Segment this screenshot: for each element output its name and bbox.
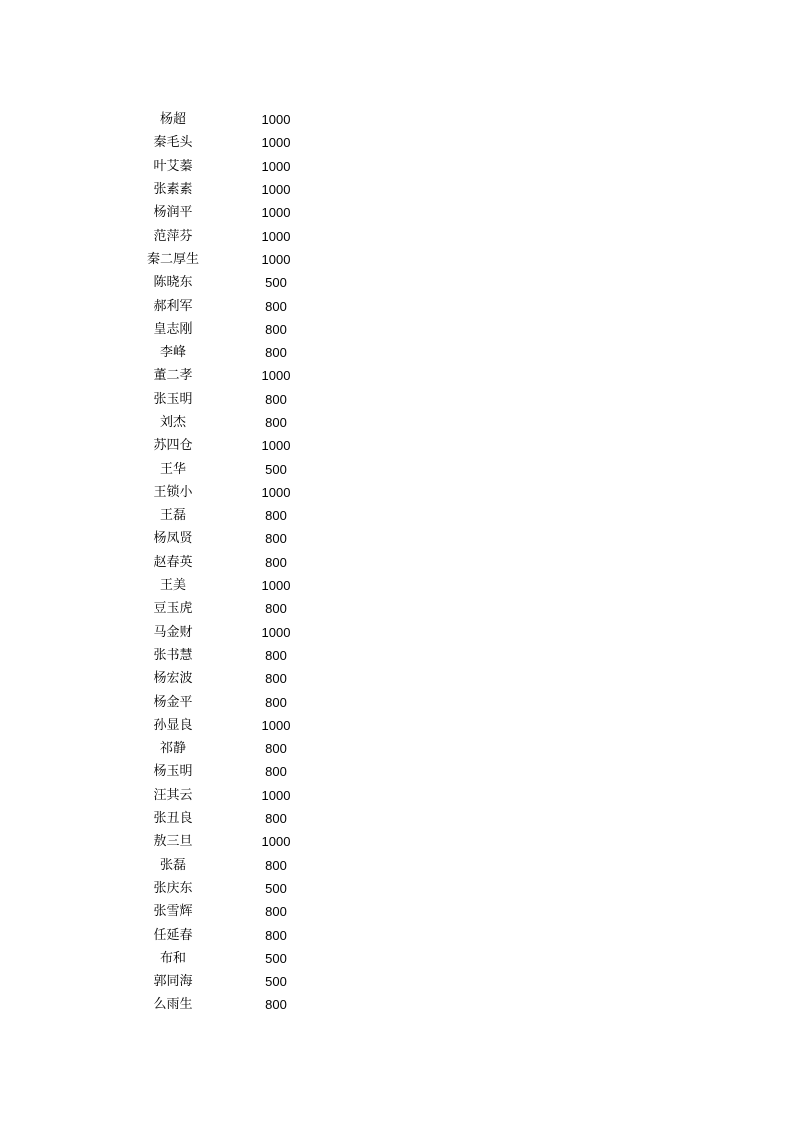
amount-value: 800 — [265, 694, 287, 710]
amount-value: 1000 — [261, 251, 291, 267]
amount-value: 800 — [265, 857, 287, 873]
person-name: 王磊 — [159, 508, 186, 524]
amount-value: 500 — [265, 950, 287, 966]
amount-value: 1000 — [261, 182, 291, 198]
table-row — [130, 131, 330, 154]
person-name: 刘杰 — [159, 415, 186, 430]
table-row — [130, 597, 330, 620]
person-name: 杨超 — [159, 112, 186, 128]
table-row — [130, 434, 330, 457]
amount-value: 500 — [265, 275, 287, 291]
person-name: 杨润平 — [153, 205, 193, 221]
table-row — [130, 970, 330, 993]
person-name: 皇志刚 — [153, 321, 193, 337]
amount-value: 800 — [265, 601, 287, 617]
amount-value: 800 — [265, 554, 287, 570]
table-row — [130, 551, 330, 574]
table-row — [130, 457, 330, 480]
person-name: 任延春 — [153, 927, 193, 943]
table-row — [130, 923, 330, 946]
table-row — [130, 714, 330, 737]
amount-value: 1000 — [261, 624, 291, 640]
person-name: 杨凤贤 — [153, 531, 193, 547]
amount-value: 500 — [265, 880, 287, 896]
person-name: 杨玉明 — [153, 764, 193, 780]
table-row — [130, 178, 330, 201]
amount-value: 800 — [265, 531, 287, 547]
amount-value: 800 — [265, 741, 287, 757]
amount-value: 1000 — [261, 438, 291, 454]
amount-value: 500 — [265, 974, 287, 990]
person-name: 杨金平 — [153, 694, 193, 710]
amount-value: 1000 — [261, 578, 291, 594]
table-row — [130, 294, 330, 317]
table-row — [130, 248, 330, 271]
person-name: 豆玉虎 — [153, 601, 193, 617]
table-row — [130, 155, 330, 178]
amount-value: 1000 — [261, 834, 291, 850]
person-name: 秦二厚生 — [146, 251, 199, 267]
person-name: 孙显良 — [153, 717, 193, 733]
person-name: 祁静 — [159, 741, 186, 757]
person-name: 苏四仓 — [153, 438, 193, 454]
amount-value: 800 — [265, 811, 287, 827]
person-name: 郭同海 — [153, 974, 193, 990]
person-name: 王锁小 — [153, 484, 193, 500]
amount-value: 800 — [265, 647, 287, 663]
person-name: 张书慧 — [153, 647, 193, 663]
person-name: 么雨生 — [153, 997, 193, 1013]
person-name: 张丑良 — [153, 811, 193, 827]
person-name: 王华 — [159, 461, 186, 477]
table-row — [130, 411, 330, 434]
table-row — [130, 807, 330, 830]
amount-value: 800 — [265, 764, 287, 780]
table-row — [130, 900, 330, 923]
table-row — [130, 574, 330, 597]
amount-value: 800 — [265, 927, 287, 943]
person-name: 叶艾蓁 — [153, 158, 193, 174]
amount-value: 1000 — [261, 228, 291, 244]
table-row — [130, 993, 330, 1016]
person-name: 杨宏波 — [153, 671, 193, 687]
amount-value: 800 — [265, 345, 287, 361]
person-name: 董二孝 — [153, 368, 193, 384]
amount-value: 800 — [265, 508, 287, 524]
person-name: 李峰 — [159, 345, 186, 361]
table-row — [130, 737, 330, 760]
amount-value: 1000 — [261, 484, 291, 500]
amount-value: 1000 — [261, 717, 291, 733]
amount-value: 1000 — [261, 112, 291, 128]
amount-value: 800 — [265, 321, 287, 337]
person-name: 陈晓东 — [153, 275, 193, 291]
amount-value: 800 — [265, 391, 287, 407]
person-name: 张雪辉 — [153, 904, 193, 920]
amount-value: 1000 — [261, 135, 291, 151]
person-name: 范萍芬 — [153, 228, 193, 244]
name-amount-table — [130, 108, 330, 1017]
amount-value: 800 — [265, 904, 287, 920]
person-name: 马金财 — [153, 624, 193, 640]
amount-value: 800 — [265, 997, 287, 1013]
table-row — [130, 504, 330, 527]
person-name: 张庆东 — [153, 880, 193, 896]
table-row — [130, 108, 330, 131]
table-row — [130, 341, 330, 364]
table-row — [130, 854, 330, 877]
amount-value: 1000 — [261, 205, 291, 221]
person-name: 敖三旦 — [153, 834, 193, 850]
table-row — [130, 947, 330, 970]
table-row — [130, 690, 330, 713]
amount-value: 1000 — [261, 787, 291, 803]
person-name: 张玉明 — [153, 391, 193, 407]
table-row — [130, 481, 330, 504]
amount-value: 800 — [265, 415, 287, 430]
amount-value: 800 — [265, 671, 287, 687]
person-name: 张磊 — [159, 857, 186, 873]
table-row — [130, 364, 330, 387]
table-row — [130, 830, 330, 853]
person-name: 赵春英 — [153, 554, 193, 570]
table-row — [130, 201, 330, 224]
amount-value: 1000 — [261, 158, 291, 174]
table-row — [130, 527, 330, 550]
person-name: 王美 — [159, 578, 186, 594]
table-row — [130, 621, 330, 644]
table-row — [130, 667, 330, 690]
person-name: 布和 — [159, 950, 186, 966]
person-name: 张素素 — [153, 182, 193, 198]
table-row — [130, 318, 330, 341]
person-name: 郝利军 — [153, 298, 193, 314]
amount-value: 1000 — [261, 368, 291, 384]
table-row — [130, 877, 330, 900]
table-row — [130, 388, 330, 411]
amount-value: 500 — [265, 461, 287, 477]
table-row — [130, 224, 330, 247]
table-row — [130, 784, 330, 807]
table-row — [130, 760, 330, 783]
person-name: 汪其云 — [153, 787, 193, 803]
amount-value: 800 — [265, 298, 287, 314]
person-name: 秦毛头 — [153, 135, 193, 151]
table-row — [130, 644, 330, 667]
table-row — [130, 271, 330, 294]
